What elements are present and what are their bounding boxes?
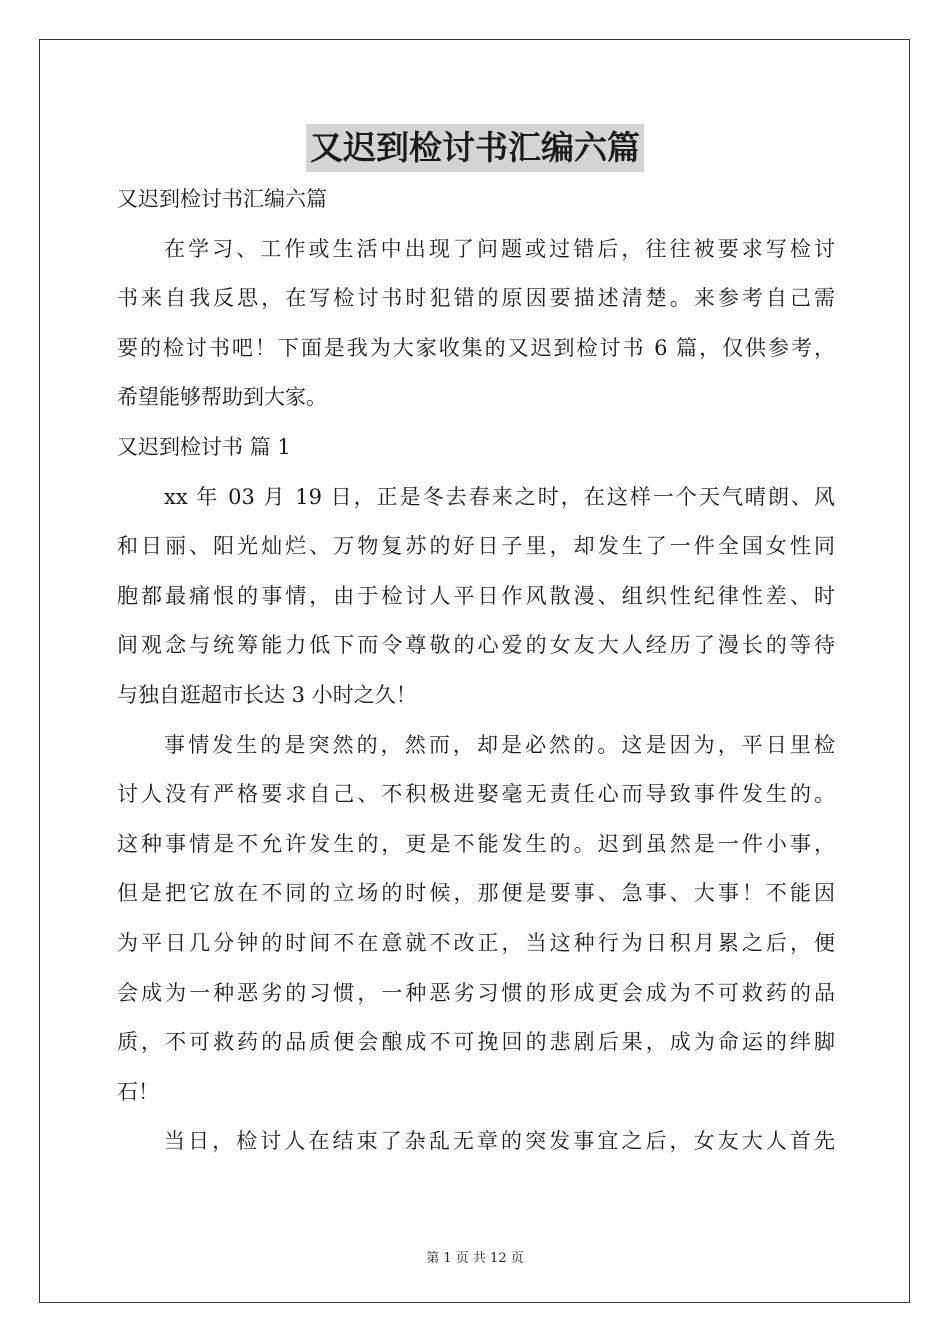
intro-line: 在学习、工作或生活中出现了问题或过错后，往往被要求写检讨: [164, 236, 835, 261]
subtitle-line: 又迟到检讨书汇编六篇: [117, 187, 327, 211]
page-number: 第 1 页 共 12 页: [426, 1251, 524, 1266]
paragraph1-line: 与独自逛超市长达 3 小时之久！: [117, 682, 417, 707]
intro-line: 要的检讨书吧！下面是我为大家收集的又迟到检讨书 6 篇，仅供参考，: [117, 335, 835, 360]
paragraph2-line: 这种事情是不允许发生的，更是不能发生的。迟到虽然是一件小事，: [117, 831, 835, 856]
section-heading: 又迟到检讨书 篇 1: [117, 434, 291, 459]
paragraph1-line: 胞都最痛恨的事情，由于检讨人平日作风散漫、组织性纪律性差、时: [117, 583, 835, 608]
paragraph3-line: 当日，检讨人在结束了杂乱无章的突发事宜之后，女友大人首先: [164, 1129, 835, 1154]
document-body: [117, 175, 835, 1167]
paragraph2-line: 讨人没有严格要求自己、不积极进娶毫无责任心而导致事件发生的。: [117, 782, 835, 807]
title-container: [0, 124, 950, 172]
page-footer: [0, 1247, 950, 1266]
document-title: 又迟到检讨书汇编六篇: [306, 124, 644, 172]
paragraph2-line: 为平日几分钟的时间不在意就不改正，当这种行为日积月累之后，便: [117, 930, 835, 955]
paragraph1-line: xx 年 03 月 19 日，正是冬去春来之时，在这样一个天气晴朗、风: [164, 484, 835, 509]
paragraph1-line: 和日丽、阳光灿烂、万物复苏的好日子里，却发生了一件全国女性同: [117, 534, 835, 559]
intro-line: 希望能够帮助到大家。: [117, 385, 327, 410]
paragraph2-line: 质，不可救药的品质便会酿成不可挽回的悲剧后果，成为命运的绊脚: [117, 1030, 835, 1055]
paragraph2-line: 事情发生的是突然的，然而，却是必然的。这是因为，平日里检: [164, 732, 835, 757]
paragraph1-line: 间观念与统筹能力低下而令尊敬的心爱的女友大人经历了漫长的等待: [117, 633, 835, 658]
intro-line: 书来自我反思，在写检讨书时犯错的原因要描述清楚。来参考自己需: [117, 286, 835, 311]
paragraph2-line: 但是把它放在不同的立场的时候，那便是要事、急事、大事！不能因: [117, 881, 835, 906]
paragraph2-line: 会成为一种恶劣的习惯，一种恶劣习惯的形成更会成为不可救药的品: [117, 980, 835, 1005]
paragraph2-line: 石！: [117, 1079, 159, 1104]
